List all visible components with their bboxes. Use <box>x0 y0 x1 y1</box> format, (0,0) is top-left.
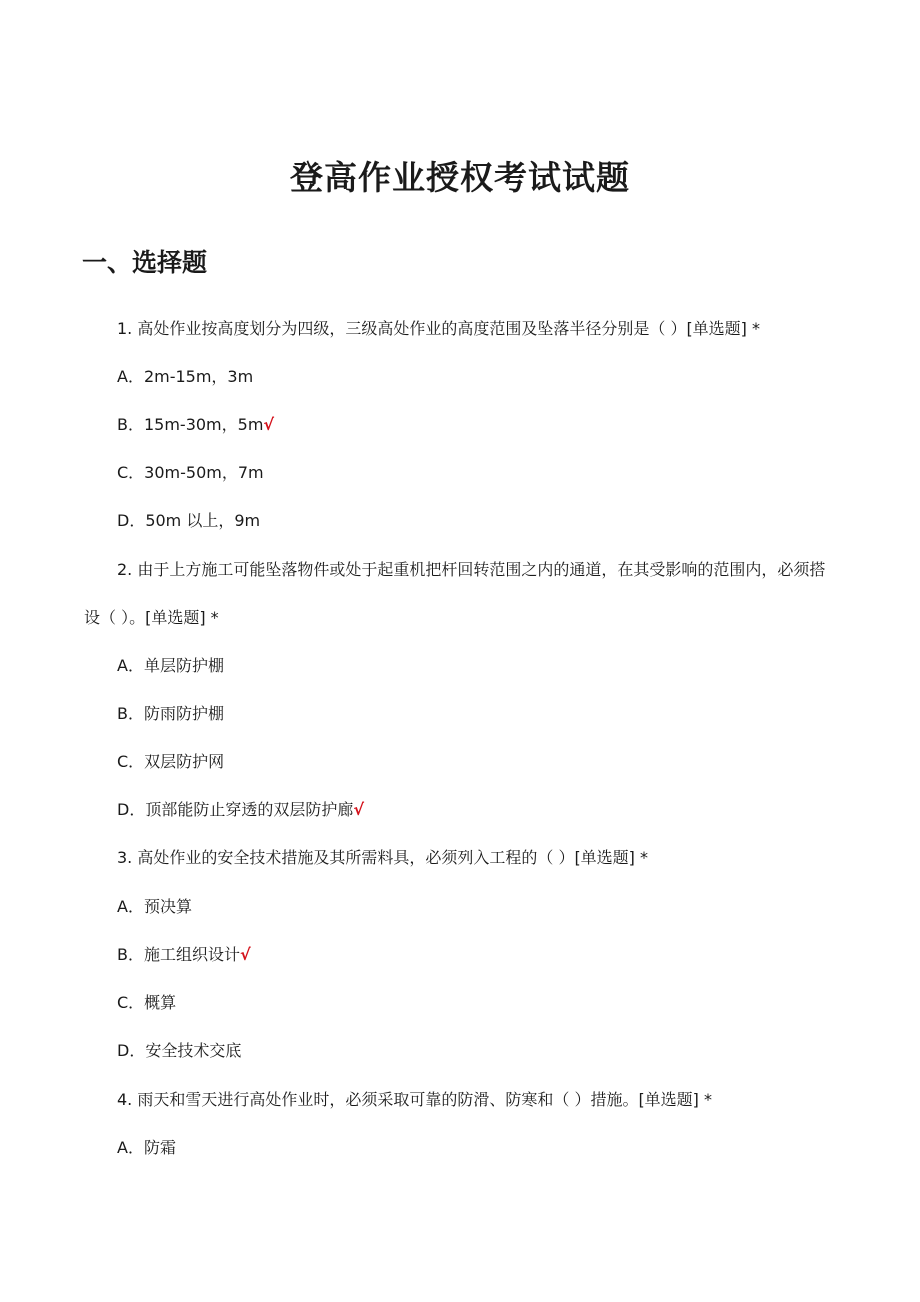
question-3-option-b: B．施工组织设计√ <box>117 945 251 964</box>
question-2-option-a: A．单层防护棚 <box>117 656 224 675</box>
question-2-option-b: B．防雨防护棚 <box>117 704 224 723</box>
correct-check-icon: √ <box>263 415 275 434</box>
question-2: 2. 由于上方施工可能坠落物件或处于起重机把杆回转范围之内的通道，在其受影响的范围内，必须搭 <box>117 560 826 579</box>
correct-check-icon: √ <box>353 800 364 819</box>
section-heading: 一、选择题 <box>82 248 208 277</box>
question-2-option-d: D．顶部能防止穿透的双层防护廊√ <box>117 800 364 819</box>
question-2-option-c: C．双层防护网 <box>117 752 225 771</box>
question-3-option-d: D．安全技术交底 <box>117 1041 242 1060</box>
question-3-option-c: C．概算 <box>117 993 177 1012</box>
question-3-option-a: A．预决算 <box>117 897 192 916</box>
question-1: 1. 高处作业按高度划分为四级，三级高处作业的高度范围及坠落半径分别是（ ）[单选题] * <box>117 319 761 338</box>
question-4-option-a: A．防霜 <box>117 1138 176 1157</box>
correct-check-icon: √ <box>239 945 251 964</box>
question-1-option-c: C．30m-50m，7m <box>117 463 264 482</box>
question-1-option-b: B．15m-30m，5m√ <box>117 415 275 434</box>
question-3: 3. 高处作业的安全技术措施及其所需料具，必须列入工程的（ ）[单选题] * <box>117 848 649 867</box>
question-1-option-d: D．50m 以上，9m <box>117 511 261 530</box>
question-4: 4. 雨天和雪天进行高处作业时，必须采取可靠的防滑、防寒和（ ）措施。[单选题] * <box>117 1090 713 1109</box>
question-2-continuation: 设（ ）。[单选题] * <box>84 608 219 627</box>
document-title: 登高作业授权考试试题 <box>290 158 630 197</box>
question-1-option-a: A．2m-15m，3m <box>117 367 254 386</box>
